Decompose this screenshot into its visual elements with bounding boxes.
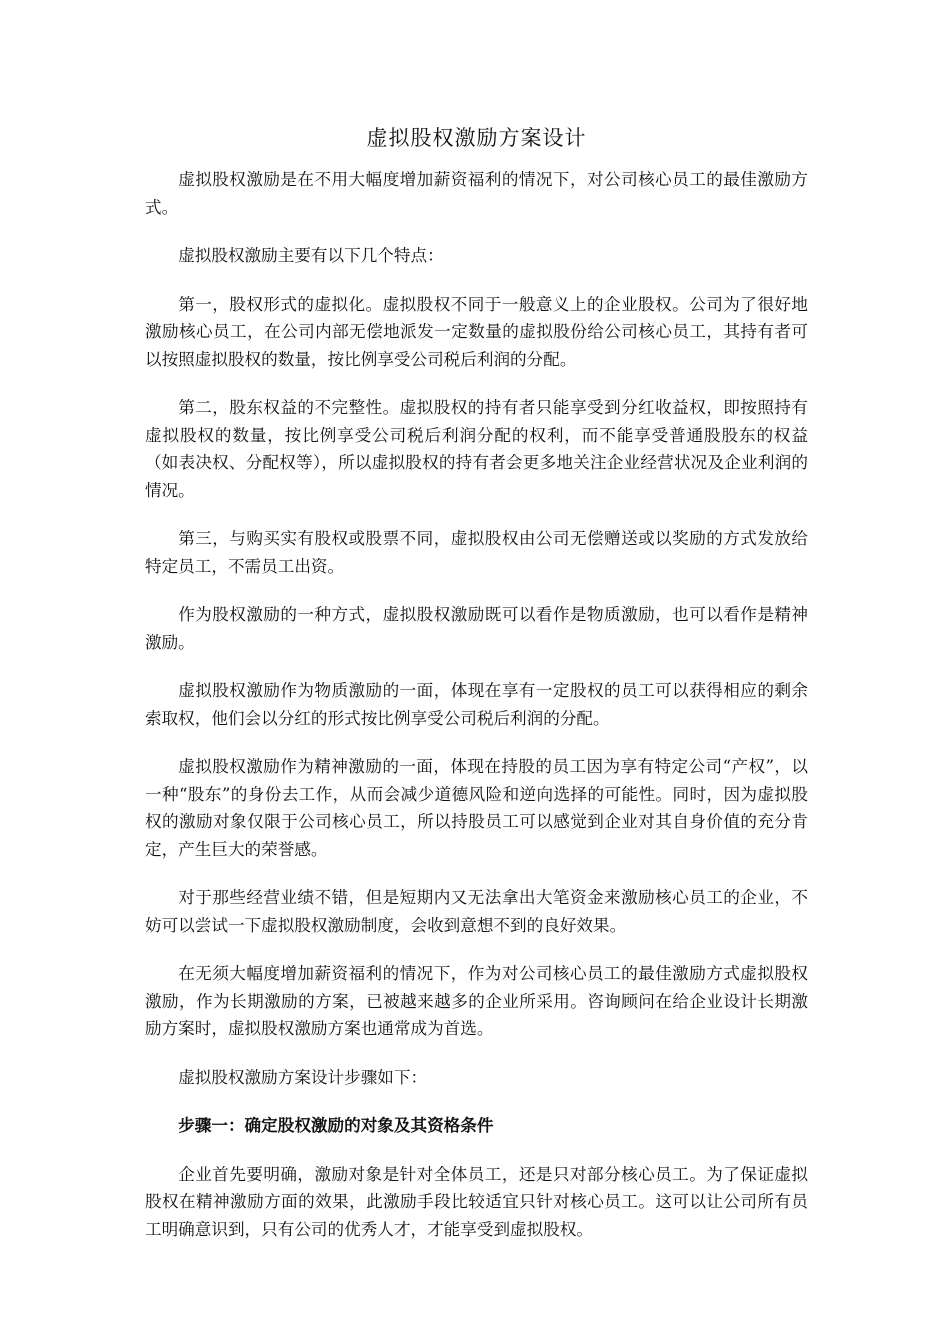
paragraph-feature-2: 第二，股东权益的不完整性。虚拟股权的持有者只能享受到分红收益权，即按照持有虚拟股权的数量，按比例享受公司税后利润分配的权利，而不能享受普通股股东的权益（如表决权、分配权等），所以虚拟股权的持有者会更多地关注企业经营状况及企业利润的情况。: [145, 398, 808, 500]
document-page: [145, 118, 808, 1264]
step1-heading: 步骤一：确定股权激励的对象及其资格条件: [178, 1116, 494, 1135]
paragraph-features-lead: 虚拟股权激励主要有以下几个特点：: [178, 246, 444, 265]
paragraph-steps-lead: 虚拟股权激励方案设计步骤如下：: [178, 1067, 428, 1087]
step1-paragraph: 企业首先要明确，激励对象是针对全体员工，还是只对部分核心员工。为了保证虚拟股权在精神激励方面的效果，此激励手段比较适宜只针对核心员工。这可以让公司所有员工明确意识到，只有公司的优秀人才，才能享受到虚拟股权。: [145, 1164, 808, 1239]
paragraph-spiritual-incentive: 虚拟股权激励作为精神激励的一面，体现在持股的员工因为享有特定公司“产权”，以一种“股东”的身份去工作，从而会减少道德风险和逆向选择的可能性。同时，因为虚拟股权的激励对象仅限于公司核心员工，所以持股员工可以感觉到企业对其自身价值的充分肯定，产生巨大的荣誉感。: [145, 757, 808, 859]
paragraph-incentive-type: 作为股权激励的一种方式，虚拟股权激励既可以看作是物质激励，也可以看作是精神激励。: [145, 605, 808, 652]
paragraph-applicable-companies: 对于那些经营业绩不错，但是短期内又无法拿出大笔资金来激励核心员工的企业，不妨可以尝试一下虚拟股权激励制度，会收到意想不到的良好效果。: [145, 888, 808, 935]
paragraph-feature-3: 第三，与购买实有股权或股票不同，虚拟股权由公司无偿赠送或以奖励的方式发放给特定员工，不需员工出资。: [145, 529, 808, 576]
paragraph-material-incentive: 虚拟股权激励作为物质激励的一面，体现在享有一定股权的员工可以获得相应的剩余索取权，他们会以分红的形式按比例享受公司税后利润的分配。: [145, 681, 808, 728]
paragraph-long-term-plan: 在无须大幅度增加薪资福利的情况下，作为对公司核心员工的最佳激励方式虚拟股权激励，作为长期激励的方案，已被越来越多的企业所采用。咨询顾问在给企业设计长期激励方案时，虚拟股权激励方案也通常成为首选。: [145, 964, 808, 1038]
paragraph-intro: 虚拟股权激励是在不用大幅度增加薪资福利的情况下，对公司核心员工的最佳激励方式。: [145, 170, 808, 217]
document-title: 虚拟股权激励方案设计: [366, 126, 587, 150]
paragraph-feature-1: 第一，股权形式的虚拟化。虚拟股权不同于一般意义上的企业股权。公司为了很好地激励核心员工，在公司内部无偿地派发一定数量的虚拟股份给公司核心员工，其持有者可以按照虚拟股权的数量，按比例享受公司税后利润的分配。: [145, 294, 808, 369]
